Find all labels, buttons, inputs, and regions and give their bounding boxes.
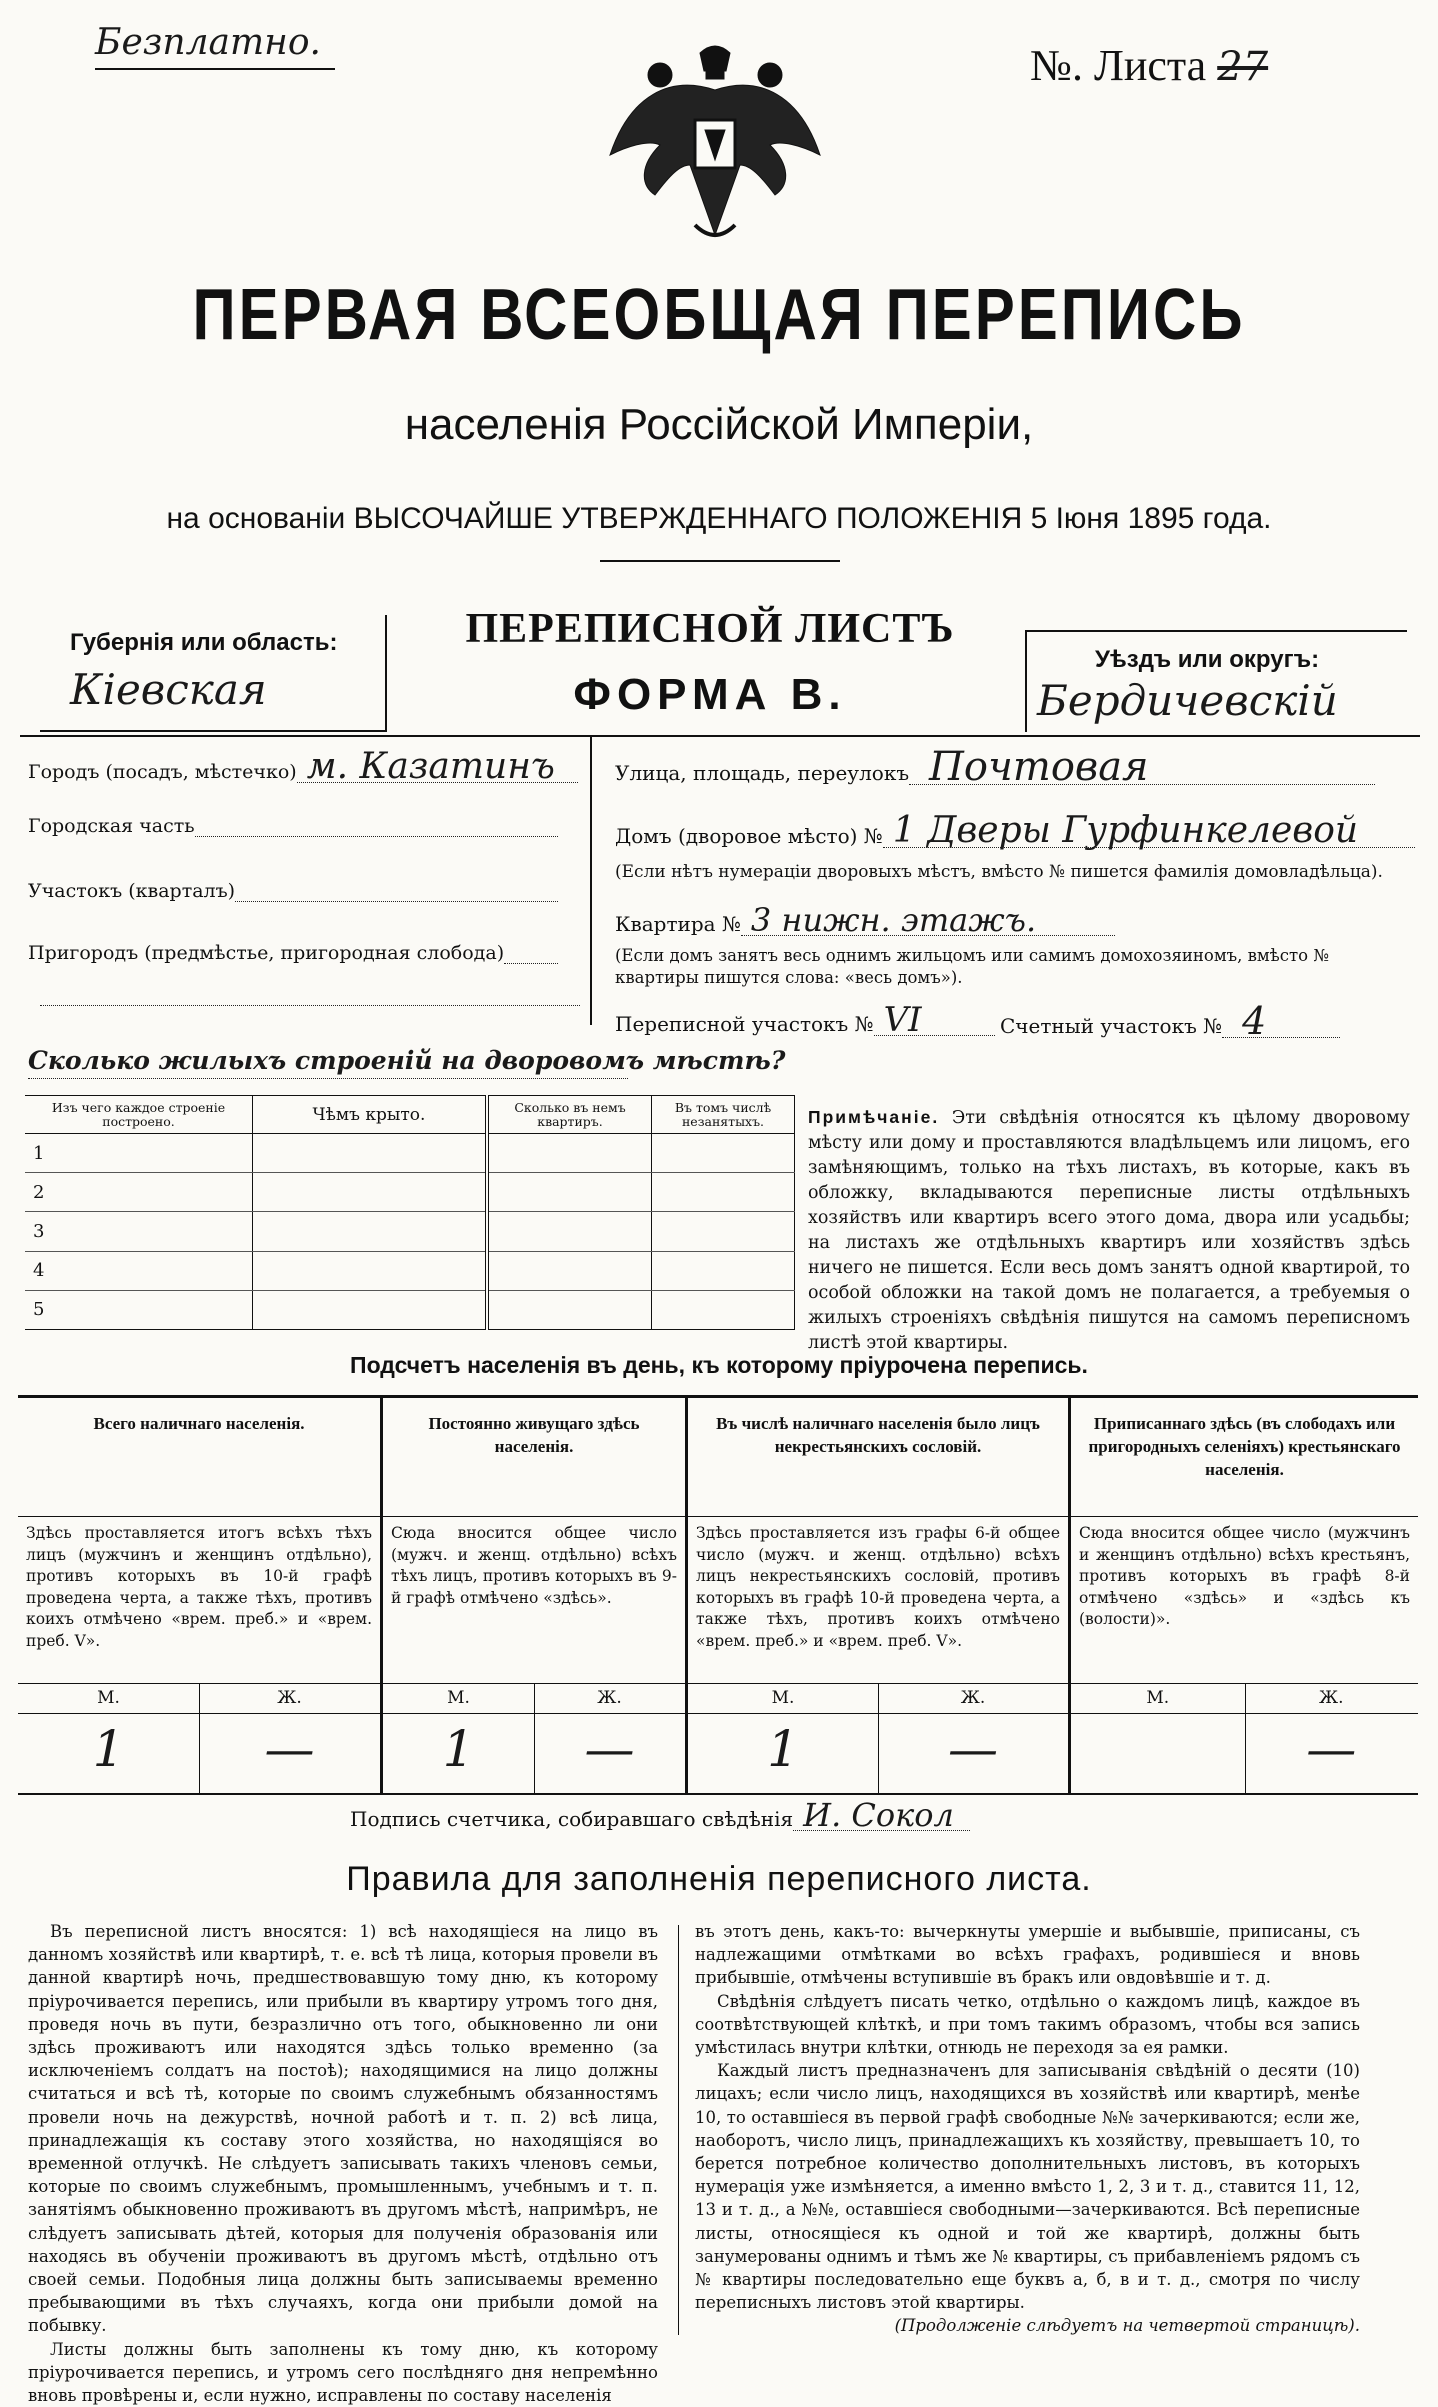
population-column-total (18, 1398, 383, 1793)
prigorod-value[interactable] (504, 943, 558, 964)
female-label: Ж. (960, 1688, 986, 1708)
population-column-description: Сюда вносится общее число (мужч. и женщ. отдѣльно) всѣхъ тѣхъ лицъ, противъ которыхъ въ 9-й графѣ отмѣчено «здѣсь». (391, 1524, 677, 1607)
rules-right-paragraph: Свѣдѣнія слѣдуетъ писать четко, отдѣльно о каждомъ лицѣ, каждое въ соотвѣтствующей клѣткѣ, и при томъ такимъ образомъ, чтобы вся запись умѣстилась внутри клѣтки, отнюдь не переходя за ея рамки. (695, 1991, 1360, 2058)
form-name: ФОРМА В. (573, 670, 847, 719)
city-part-value[interactable] (195, 816, 558, 837)
gubernia-box (40, 615, 387, 732)
population-table (18, 1395, 1418, 1795)
basis-line: на основаніи ВЫСОЧАЙШЕ УТВЕРЖДЕННАГО ПОЛОЖЕНІЯ 5 Іюня 1895 года. (166, 502, 1272, 535)
gubernia-value[interactable]: Кіевская (70, 665, 267, 714)
building-row[interactable]: 2 (25, 1173, 795, 1212)
population-column-non-peasant (688, 1398, 1071, 1793)
count-district-field (1000, 999, 1340, 1043)
female-label: Ж. (597, 1688, 622, 1708)
census-district-field (615, 1000, 995, 1040)
note-text: Эти свѣдѣнія относятся къ цѣлому дворовому мѣсту или дому и проставляются владѣльцемъ или лицомъ, его замѣняющимъ, только на тѣхъ листахъ, въ которые, какъ въ обложку, вкладываются переписные листы отдѣльныхъ хозяйствъ или квартиръ всего этого дома, двора или усадьбы; на листахъ же отдѣльныхъ квартиръ или хозяйствъ здѣсь ничего не пишется. Если весь домъ занятъ одной квартирой, то особой обложки на такой домъ не полагается, а требуемыя о жилыхъ строеніяхъ свѣдѣнія пишутся на самомъ переписномъ листѣ этой квартиры. (808, 1108, 1410, 1353)
note-label: Примѣчаніе. (808, 1107, 940, 1127)
note-block (808, 1105, 1410, 1356)
female-count[interactable]: — (584, 1720, 635, 1778)
building-row[interactable]: 4 (25, 1251, 795, 1290)
apartment-label: Квартира № (615, 912, 741, 936)
male-label: М. (1146, 1688, 1170, 1708)
population-column-title: Постоянно живущаго здѣсь населенія. (428, 1414, 640, 1456)
col-roof: Чѣмъ крыто. (253, 1096, 488, 1134)
col-material: Изъ чего каждое строеніе построено. (25, 1096, 253, 1134)
male-count[interactable]: 1 (767, 1720, 799, 1778)
population-column-permanent (383, 1398, 688, 1793)
street-label: Улица, площадь, переулокъ (615, 761, 910, 785)
street-field (615, 744, 1375, 790)
uchastok-field (28, 880, 558, 902)
uchastok-label: Участокъ (кварталъ) (28, 880, 236, 902)
subtitle: населенія Россійской Имперіи, (404, 400, 1034, 449)
sheet-number-value: 27 (1217, 44, 1269, 90)
city-part-field (28, 815, 558, 837)
rules-right-column (695, 1920, 1360, 2338)
house-note: (Если нѣтъ нумераціи дворовыхъ мѣстъ, вмѣсто № пишется фамилія домовладѣльца). (615, 862, 1383, 882)
signature-value[interactable]: И. Сокол (793, 1800, 970, 1831)
prigorod-field (28, 942, 558, 964)
male-label: М. (97, 1688, 120, 1708)
uezd-value[interactable]: Бердичевскій (1037, 676, 1338, 725)
female-label: Ж. (277, 1688, 302, 1708)
population-column-description: Сюда вносится общее число (мужчинъ и женщинъ отдѣльно) всѣхъ крестьянъ, противъ которыхъ въ графѣ 8-й отмѣчено «здѣсь» и «здѣсь къ (волости)». (1079, 1524, 1410, 1628)
col-uninhabited: Въ томъ числѣ незанятыхъ. (652, 1096, 795, 1134)
form-title: ПЕРЕПИСНОЙ ЛИСТЪ (465, 606, 955, 652)
rules-right-paragraph: Каждый листъ предназначенъ для записыванія свѣдѣній о десяти (10) лицахъ; если число лицъ, находящихся въ хозяйствѣ или квартирѣ, менѣе 10, то оставшіеся въ первой графѣ свободные №№ зачеркиваются; если же, наоборотъ, число лицъ, принадлежащихъ къ хозяйству, превышаетъ 10, то берется потребное количество дополнительныхъ листовъ, въ которыхъ нумерація уже измѣняется, а именно вмѣсто 1, 2, 3 и т. д., ставится 11, 12, 13 и т. д., а №№, оставшіеся свободными—зачеркиваются. Всѣ переписные листы, относящіеся къ одной и той же квартирѣ, должны быть занумерованы однимъ и тѣмъ же № квартиры, съ прибавленіемъ рядомъ съ № квартиры последовательно еще буквъ а, б, в и т. д., смотря по числу переписныхъ листовъ этой квартиры. (695, 2061, 1360, 2313)
building-row[interactable]: 1 (25, 1134, 795, 1173)
male-count[interactable]: 1 (92, 1720, 125, 1778)
uezd-label: Уѣздъ или округъ: (1095, 646, 1320, 673)
signature-field (350, 1796, 970, 1834)
female-count[interactable]: — (1306, 1720, 1357, 1778)
rules-continued: (Продолженіе слѣдуетъ на четвертой страницѣ). (894, 2316, 1360, 2336)
imperial-eagle-emblem (600, 35, 830, 250)
population-column-title: Всего наличнаго населенія. (93, 1414, 305, 1433)
building-row[interactable]: 5 (25, 1290, 795, 1329)
free-label: Безплатно. (95, 22, 321, 63)
prigorod-label: Пригородъ (предмѣстье, пригородная слобода) (28, 942, 505, 964)
apartment-field (615, 901, 1115, 939)
population-column-title: Приписаннаго здѣсь (въ слободахъ или пригородныхъ селеніяхъ) крестьянскаго населенія. (1088, 1414, 1401, 1479)
population-column-title: Въ числѣ наличнаго населенія было лицъ некрестьянскихъ сословій. (716, 1414, 1040, 1456)
sheet-number (1030, 40, 1268, 91)
male-count[interactable]: 1 (442, 1720, 475, 1778)
rules-title: Правила для заполненія переписного листа. (346, 1860, 1092, 1898)
census-district-label: Переписной участокъ № (615, 1012, 874, 1036)
count-district-label: Счетный участокъ № (1000, 1014, 1223, 1038)
city-part-label: Городская часть (28, 815, 195, 837)
male-label: М. (447, 1688, 470, 1708)
signature-label: Подпись счетчика, собиравшаго свѣдѣнія (350, 1807, 794, 1831)
gubernia-label: Губернія или область: (70, 629, 338, 656)
rules-left-paragraph: Листы должны быть заполнены къ тому дню, къ которому пріурочивается перепись, и утромъ сего послѣдняго дня непремѣнно вновь провѣрены и, если нужно, исправлены по составу населенія (28, 2339, 658, 2406)
population-column-peasant (1071, 1398, 1418, 1793)
main-title: ПЕРВАЯ ВСЕОБЩАЯ ПЕРЕПИСЬ (192, 274, 1246, 355)
buildings-heading: Сколько жилыхъ строеній на дворовомъ мѣстѣ? (28, 1046, 786, 1075)
city-value[interactable]: м. Казатинъ (297, 752, 578, 783)
house-value[interactable]: 1 Дверы Гурфинкелевой (883, 815, 1415, 848)
male-label: М. (771, 1688, 795, 1708)
house-label: Домъ (дворовое мѣсто) № (615, 824, 883, 848)
female-count[interactable]: — (264, 1720, 315, 1778)
population-column-description: Здѣсь проставляется итогъ всѣхъ тѣхъ лицъ (мужчинъ и женщинъ отдѣльно), противъ которыхъ въ 10-й графѣ проведена черта, а также тѣхъ, противъ коихъ отмѣчено «врем. преб.» и «врем. преб. V». (26, 1524, 372, 1650)
rules-right-paragraph: въ этотъ день, какъ-то: вычеркнуты умершіе и выбывшіе, приписаны, съ надлежащими отмѣтками во всѣхъ графахъ, родившіеся и вновь прибывшіе, отмѣчены вступившіе въ бракъ или овдовѣвшіе и т. д. (695, 1922, 1360, 1988)
building-row[interactable]: 3 (25, 1212, 795, 1251)
street-value[interactable]: Почтовая (909, 750, 1375, 785)
count-district-value[interactable]: 4 (1222, 1005, 1340, 1038)
female-count[interactable]: — (948, 1720, 998, 1778)
sheet-number-label: №. Листа (1030, 41, 1207, 90)
population-heading: Подсчетъ населенія въ день, къ которому пріурочена перепись. (350, 1352, 1088, 1378)
col-apartments: Сколько въ немъ квартиръ. (487, 1096, 652, 1134)
uchastok-value[interactable] (235, 881, 558, 902)
female-label: Ж. (1318, 1688, 1344, 1708)
buildings-table (25, 1095, 795, 1330)
apartment-note: (Если домъ занятъ весь однимъ жильцомъ или самимъ домохозяиномъ, вмѣсто № квартиры пишутся слова: «весь домъ»). (615, 946, 1329, 987)
rules-left-paragraph: Въ переписной листъ вносятся: 1) всѣ находящіеся на лицо въ данномъ хозяйствѣ или квартирѣ, т. е. всѣ тѣ лица, которыя провели въ данной квартирѣ ночь, предшествовавшую тому дню, къ которому пріурочивается перепись, или прибыли въ квартиру утромъ того дня, проведя ночь въ пути, безразлично отъ того, обыкновенно ли они здѣсь проживаютъ или находятся здѣсь только временно (за исключеніемъ солдатъ на постоѣ); находящимися на лицо должны считаться и всѣ тѣ, которые по своимъ служебнымъ обязанностямъ провели ночь на дежурствѣ, ночной работѣ и т. п. 2) всѣ лица, принадлежащія къ составу этого хозяйства, но находящіяся во временной отлучкѣ. Не слѣдуетъ записывать такихъ членовъ семьи, которые по своимъ служебнымъ, промышленнымъ, учебнымъ и т. п. занятіямъ обыкновенно проживаютъ въ другомъ мѣстѣ, напримѣръ, не слѣдуетъ записывать дѣтей, которыя для полученія образованія или находясь въ обученіи проживаютъ въ другомъ мѣстѣ, отдѣльно отъ своей семьи. Подобныя лица должны быть записываемы временно пребывающими въ тѣхъ случаяхъ, когда они прибыли домой на побывку. (28, 1922, 658, 2336)
house-field (615, 810, 1415, 851)
apartment-value[interactable]: 3 нижн. этажъ. (741, 905, 1115, 936)
population-column-description: Здѣсь проставляется изъ графы 6-й общее число (мужч. и женщ. отдѣльно) всѣхъ лицъ некрестьянскихъ сословій, противъ которыхъ въ графѣ 10-й проведена черта, а также тѣхъ, противъ коихъ отмѣчено «врем. преб.» и «врем. преб. V». (696, 1524, 1060, 1650)
city-label: Городъ (посадъ, мѣстечко) (28, 761, 297, 783)
rules-left-column (28, 1920, 658, 2407)
census-district-value[interactable]: VI (874, 1005, 995, 1036)
uezd-box (1025, 630, 1407, 732)
city-field (28, 746, 578, 787)
